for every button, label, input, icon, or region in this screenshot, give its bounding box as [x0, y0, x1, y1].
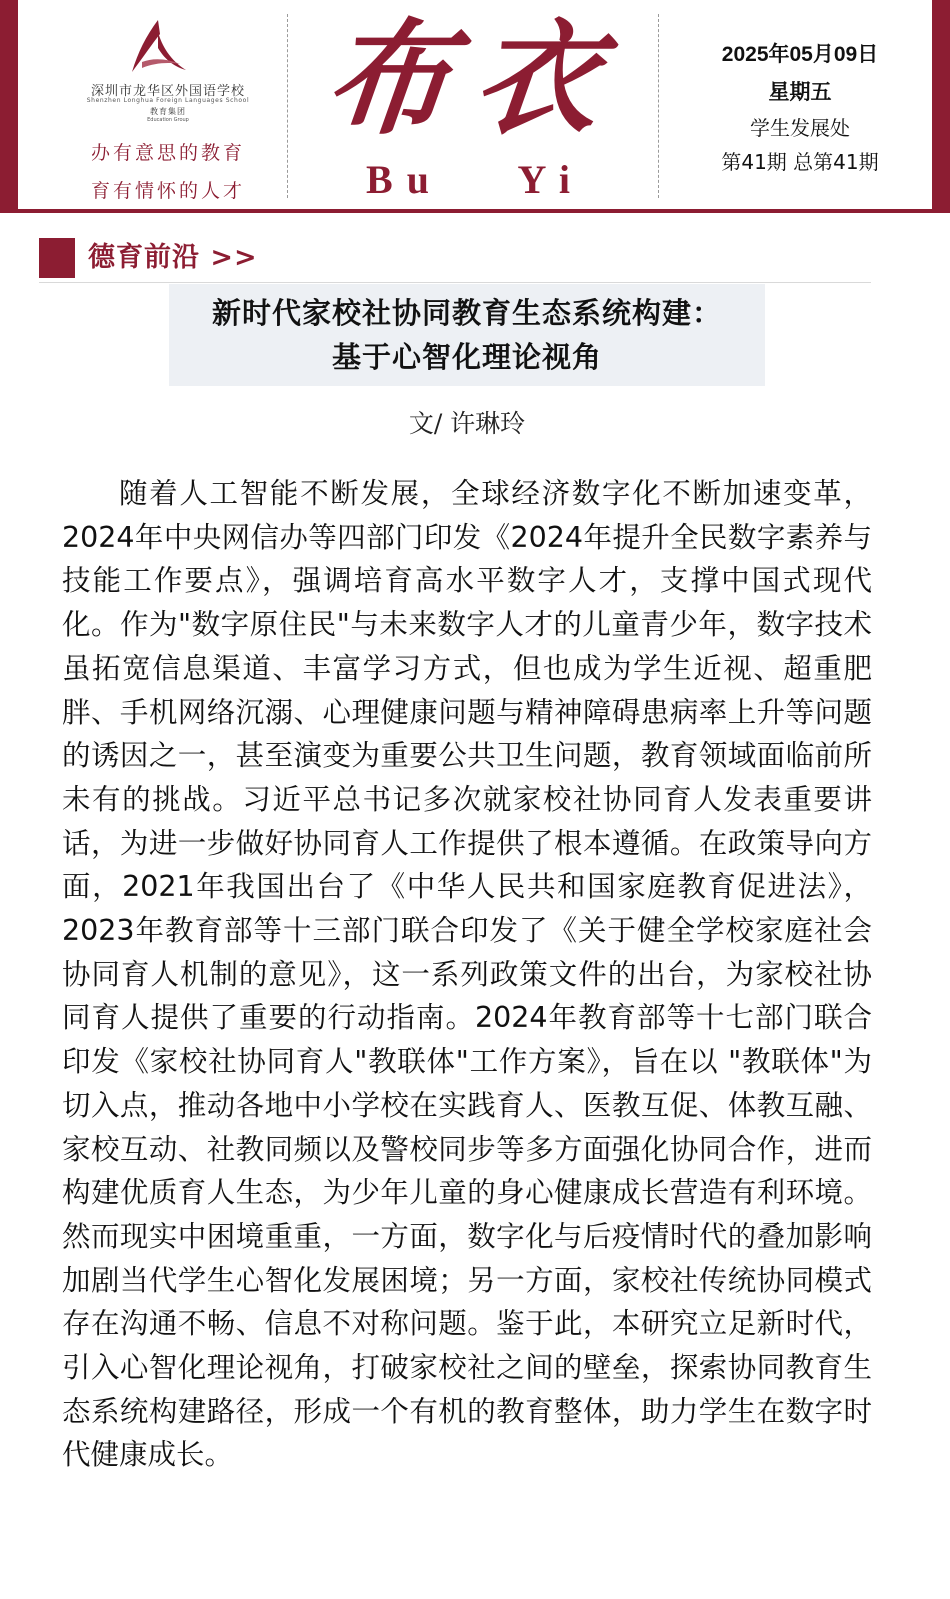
brand-pinyin: Bu Yi	[366, 157, 584, 202]
masthead-divider-right	[658, 14, 659, 198]
school-name-en: Shenzhen Longhua Foreign Languages School	[86, 97, 250, 104]
article-title-box	[169, 284, 765, 386]
article-title-line-1: 新时代家校社协同教育生态系统构建：	[211, 296, 722, 330]
section-title: 德育前沿 >>	[88, 242, 258, 273]
article-body: 随着人工智能不断发展，全球经济数字化不断加速变革，2024年中央网信办等四部门印发《2024年提升全民数字素养与技能工作要点》，强调培育高水平数字人才，支撑中国式现代化。作为"数字原住民"与未来数字人才的儿童青少年，数字技术虽拓宽信息渠道、丰富学习方式，但也成为学生近视、超重肥胖、手机网络沉溺、心理健康问题与精神障碍患病率上升等问题的诱因之一，甚至演变为重要公共卫生问题，教育领域面临前所未有的挑战。习近平总书记多次就家校社协同育人发表重要讲话，为进一步做好协同育人工作提供了根本遵循。在政策导向方面，2021年我国出台了《中华人民共和国家庭教育促进法》，2023年教育部等十三部门联合印发了《关于健全学校家庭社会协同育人机制的意见》，这一系列政策文件的出台，为家校社协同育人提供了重要的行动指南。2024年教育部等十七部门联合印发《家校社协同育人"教联体"工作方案》，旨在以 "教联体"为切入点，推动各地中小学校在实践育人、医教互促、体教互融、家校互动、社教同频以及警校同步等多方面强化协同合作，进而构建优质育人生态，为少年儿童的身心健康成长营造有利环境。然而现实中困境重重，一方面，数字化与后疫情时代的叠加影响加剧当代学生心智化发展困境；另一方面，家校社传统协同模式存在沟通不畅、信息不对称问题。鉴于此，本研究立足新时代，引入心智化理论视角，打破家校社之间的壁垒，探索协同教育生态系统构建路径，形成一个有机的教育整体，助力学生在数字时代健康成长。	[62, 477, 872, 1472]
article-author: 文/ 许琳玲	[408, 409, 526, 438]
issue-weekday: 星期五	[768, 80, 832, 104]
right-accent-bar	[932, 0, 950, 213]
education-group-en: Education Group	[147, 117, 189, 123]
issue-date: 2025年05月09日	[721, 43, 879, 66]
issue-number: 第41期 总第41期	[721, 150, 879, 174]
brand-title: 布衣	[318, 7, 631, 152]
masthead-divider-left	[287, 14, 288, 198]
education-group-cn: 教育集团	[150, 107, 186, 116]
masthead-bottom-rule	[0, 209, 950, 213]
school-name: 深圳市龙华区外国语学校	[90, 84, 245, 99]
left-accent-bar	[0, 0, 18, 213]
motto-line-1: 办有意思的教育	[90, 142, 245, 164]
section-marker	[39, 238, 75, 278]
motto-line-2: 育有情怀的人才	[90, 180, 245, 202]
school-logo-icon	[128, 18, 188, 76]
masthead	[0, 0, 950, 215]
article-title-line-2: 基于心智化理论视角	[331, 340, 602, 374]
department: 学生发展处	[750, 116, 850, 140]
section-rule	[39, 282, 871, 283]
